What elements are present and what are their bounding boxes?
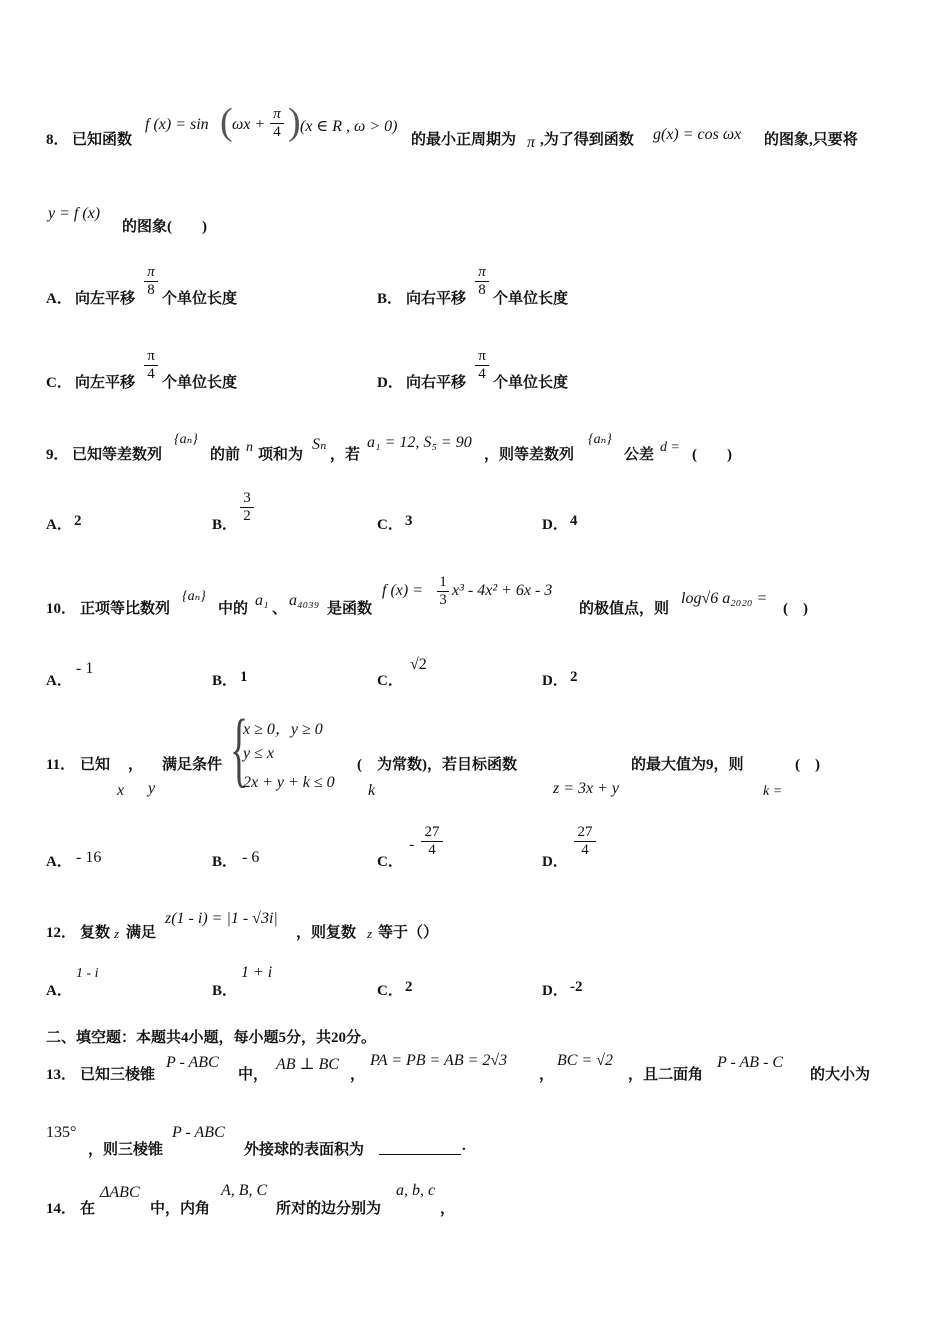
- q11-option-c-num: 27: [424, 824, 440, 840]
- q13-eq1: PA = PB = AB = 2√3: [370, 1052, 508, 1069]
- q8-function-lhs: f (x) = sin: [145, 116, 209, 133]
- q9-option-a-label: A．: [46, 517, 72, 533]
- q10-option-a-label: A．: [46, 673, 72, 689]
- q9-d: d =: [660, 440, 680, 455]
- q8-option-b-post: 个单位长度: [493, 291, 569, 307]
- q11-k: k: [368, 782, 376, 799]
- section-heading: 二、填空题：本题共4小题，每小题5分，共20分。: [46, 1030, 377, 1046]
- q14-sides: a, b, c: [396, 1182, 436, 1199]
- q8-paren-open: (: [220, 101, 233, 143]
- q13-perp: AB ⊥ BC: [276, 1056, 340, 1073]
- q13-pabc: P - ABC: [166, 1054, 219, 1071]
- q9-option-c-value: 3: [405, 513, 413, 529]
- q8-text-2: 的最小正周期为: [411, 132, 517, 148]
- q11-option-a-label: A．: [46, 854, 72, 870]
- q11-option-d-label: D．: [542, 854, 568, 870]
- q13-degree: 135°: [46, 1124, 77, 1141]
- q8-option-c-den: 4: [147, 366, 155, 382]
- q12-option-c-value: 2: [405, 979, 413, 995]
- q12-option-b-label: B．: [212, 983, 238, 999]
- q8-fraction-num: π: [273, 106, 281, 122]
- q12-equation: z(1 - i) = |1 - √3i|: [165, 910, 278, 927]
- q8-fraction: [270, 106, 284, 141]
- q12-text-2: 满足: [126, 925, 157, 941]
- q11-text-3: ( 为常数)，若目标函数: [357, 757, 517, 773]
- q9-text-1: 已知等差数列: [72, 447, 163, 463]
- q11-x: x: [117, 782, 125, 799]
- q8-option-c-num: π: [147, 348, 155, 364]
- q11-brace: {: [230, 703, 249, 796]
- q9-condition: a₁ = 12, S₅ = 90: [367, 434, 472, 451]
- q8-option-d-post: 个单位长度: [493, 375, 569, 391]
- q11-sep: ，: [128, 757, 144, 773]
- q14-text-3: 所对的边分别为: [276, 1201, 382, 1217]
- q8-option-d-fraction: [475, 348, 489, 383]
- q10-number: 10．: [46, 601, 77, 617]
- q11-text-5: ( ): [795, 757, 820, 773]
- q13-pabc-2: P - ABC: [172, 1124, 225, 1141]
- q8-condition: (x ∈ R , ω > 0): [300, 118, 398, 135]
- q11-text-2: 满足条件: [162, 757, 223, 773]
- q8-option-a-fraction: [144, 264, 158, 299]
- q8-paren-close: ): [288, 101, 301, 143]
- q8-number: 8．: [46, 132, 69, 148]
- q13-dihedral: P - AB - C: [717, 1054, 784, 1071]
- q12-option-d-value: -2: [570, 979, 583, 995]
- q9-option-d-value: 4: [570, 513, 578, 529]
- q8-option-b-fraction: [475, 264, 489, 299]
- q8-y-expr: y = f (x): [48, 205, 101, 222]
- q12-z-2: z: [367, 926, 373, 941]
- q12-text-1: 复数: [80, 925, 111, 941]
- q10-option-d-label: D．: [542, 673, 568, 689]
- q9-text-6: 公差: [624, 447, 655, 463]
- q8-function-inner: ωx +: [232, 116, 266, 133]
- q8-option-b-pre: 向右平移: [406, 291, 467, 307]
- q9-text-7: ( ): [692, 447, 732, 463]
- q8-text-1: 已知函数: [72, 132, 133, 148]
- q10-option-b-value: 1: [240, 669, 248, 685]
- q10-f-den: 3: [439, 592, 447, 608]
- q11-option-b-value: - 6: [242, 849, 260, 866]
- q8-option-a-label: A．: [46, 291, 72, 307]
- q9-text-4: ，若: [330, 447, 361, 463]
- q12-text-4: 等于（）: [378, 925, 439, 941]
- q9-text-2: 的前: [210, 447, 241, 463]
- q12-option-c-label: C．: [377, 983, 403, 999]
- q8-option-c-post: 个单位长度: [162, 375, 238, 391]
- q11-option-b-label: B．: [212, 854, 238, 870]
- q8-fraction-den: 4: [273, 124, 281, 140]
- q11-option-d-num: 27: [577, 824, 593, 840]
- q14-number: 14．: [46, 1201, 77, 1217]
- q9-option-d-label: D．: [542, 517, 568, 533]
- q9-text-3: 项和为: [258, 447, 304, 463]
- q14-text-2: 中，内角: [150, 1201, 211, 1217]
- q11-option-d-fraction: [574, 824, 596, 859]
- q11-option-a-value: - 16: [76, 849, 102, 866]
- q10-f-lhs: f (x) =: [382, 582, 423, 599]
- q14-text-1: 在: [80, 1201, 96, 1217]
- q12-option-b-value: 1 + i: [241, 964, 273, 981]
- q11-k-eq: k =: [763, 784, 783, 799]
- q10-text-3: 是函数: [327, 601, 373, 617]
- q10-option-c-label: C．: [377, 673, 403, 689]
- q8-option-b-label: B．: [377, 291, 403, 307]
- q8-option-c-fraction: [144, 348, 158, 383]
- q8-option-a-den: 8: [147, 282, 155, 298]
- q8-option-a-num: π: [147, 264, 155, 280]
- q8-option-d-pre: 向右平移: [406, 375, 467, 391]
- q11-option-d-den: 4: [581, 842, 589, 858]
- q9-sequence-2: {aₙ}: [588, 432, 612, 447]
- q11-option-c-fraction: [421, 824, 443, 859]
- q8-option-d-den: 4: [478, 366, 486, 382]
- q10-text-2: 中的: [218, 601, 249, 617]
- q11-text-4: 的最大值为9，则: [631, 757, 744, 773]
- q13-end: .: [462, 1138, 466, 1154]
- q8-text-4: 的图象,只要将: [764, 132, 858, 148]
- q10-text-5: ( ): [783, 601, 808, 617]
- q10-option-b-label: B．: [212, 673, 238, 689]
- q12-option-d-label: D．: [542, 983, 568, 999]
- q9-option-b-num: 3: [243, 490, 251, 506]
- q10-f-num: 1: [439, 574, 447, 590]
- q12-option-a-label: A．: [46, 983, 72, 999]
- q14-triangle: ΔABC: [100, 1184, 140, 1201]
- q13-sep-2: ，: [539, 1067, 555, 1083]
- q9-sn: Sₙ: [312, 436, 327, 453]
- q10-option-c-value: √2: [410, 656, 427, 673]
- q10-a4039: a₄₀₃₉: [289, 592, 320, 609]
- q10-text-1: 正项等比数列: [80, 601, 171, 617]
- q8-pi: π: [527, 134, 536, 151]
- q9-option-c-label: C．: [377, 517, 403, 533]
- q11-option-c-den: 4: [428, 842, 436, 858]
- q10-log: log√6 a₂₀₂₀ =: [681, 590, 768, 607]
- q8-option-b-num: π: [478, 264, 486, 280]
- q8-option-c-pre: 向左平移: [75, 375, 136, 391]
- q9-n: n: [246, 440, 253, 455]
- q12-z: z: [114, 926, 120, 941]
- q9-option-b-label: B．: [212, 517, 238, 533]
- q13-number: 13．: [46, 1067, 77, 1083]
- q9-option-b-den: 2: [243, 508, 251, 524]
- q8-text-3: ,为了得到函数: [540, 132, 634, 148]
- q11-objective: z = 3x + y: [553, 780, 620, 797]
- q8-option-b-den: 8: [478, 282, 486, 298]
- q14-text-4: ，: [440, 1201, 456, 1217]
- q10-f-fraction: [437, 574, 449, 609]
- q8-option-c-label: C．: [46, 375, 72, 391]
- q11-option-c-sign: -: [409, 836, 415, 853]
- q11-y: y: [148, 780, 156, 797]
- q13-text-4: 的大小为: [810, 1067, 871, 1083]
- q10-f-rest: x³ - 4x² + 6x - 3: [452, 582, 553, 599]
- q10-option-d-value: 2: [570, 669, 578, 685]
- q8-option-d-label: D．: [377, 375, 403, 391]
- q9-text-5: ，则等差数列: [484, 447, 575, 463]
- q11-text-1: 已知: [80, 757, 111, 773]
- q8-option-a-pre: 向左平移: [75, 291, 136, 307]
- q8-text-5: 的图象( ): [122, 219, 207, 235]
- q8-option-d-num: π: [478, 348, 486, 364]
- q8-option-a-post: 个单位长度: [162, 291, 238, 307]
- q13-text-6: 外接球的表面积为: [244, 1142, 365, 1158]
- q12-number: 12．: [46, 925, 77, 941]
- q9-option-b-fraction: [240, 490, 254, 525]
- q8-g-expr: g(x) = cos ωx: [653, 126, 742, 143]
- q10-sequence: {aₙ}: [182, 589, 206, 604]
- q13-text-3: ，且二面角: [628, 1067, 704, 1083]
- q10-a1: a₁: [255, 592, 269, 609]
- q11-constraint-3: 2x + y + k ≤ 0: [243, 774, 335, 791]
- q9-option-a-value: 2: [74, 513, 82, 529]
- q13-text-1: 已知三棱锥: [80, 1067, 156, 1083]
- q13-text-2: 中，: [238, 1067, 269, 1083]
- q13-text-5: ，则三棱锥: [88, 1142, 164, 1158]
- q11-option-c-label: C．: [377, 854, 403, 870]
- q11-number: 11．: [46, 757, 76, 773]
- q9-sequence: {aₙ}: [174, 432, 198, 447]
- q10-sep: 、: [272, 601, 288, 617]
- q12-text-3: ，则复数: [296, 925, 357, 941]
- q10-text-4: 的极值点，则: [579, 601, 670, 617]
- q13-sep-1: ，: [350, 1067, 366, 1083]
- q13-answer-blank[interactable]: [379, 1140, 461, 1155]
- q11-constraint-1: x ≥ 0，y ≥ 0: [243, 721, 323, 738]
- q10-option-a-value: - 1: [76, 660, 94, 677]
- q9-number: 9．: [46, 447, 69, 463]
- q11-constraint-2: y ≤ x: [243, 745, 274, 762]
- q13-eq2: BC = √2: [557, 1052, 614, 1069]
- q12-option-a-value: 1 - i: [76, 966, 99, 981]
- q14-angles: A, B, C: [221, 1182, 268, 1199]
